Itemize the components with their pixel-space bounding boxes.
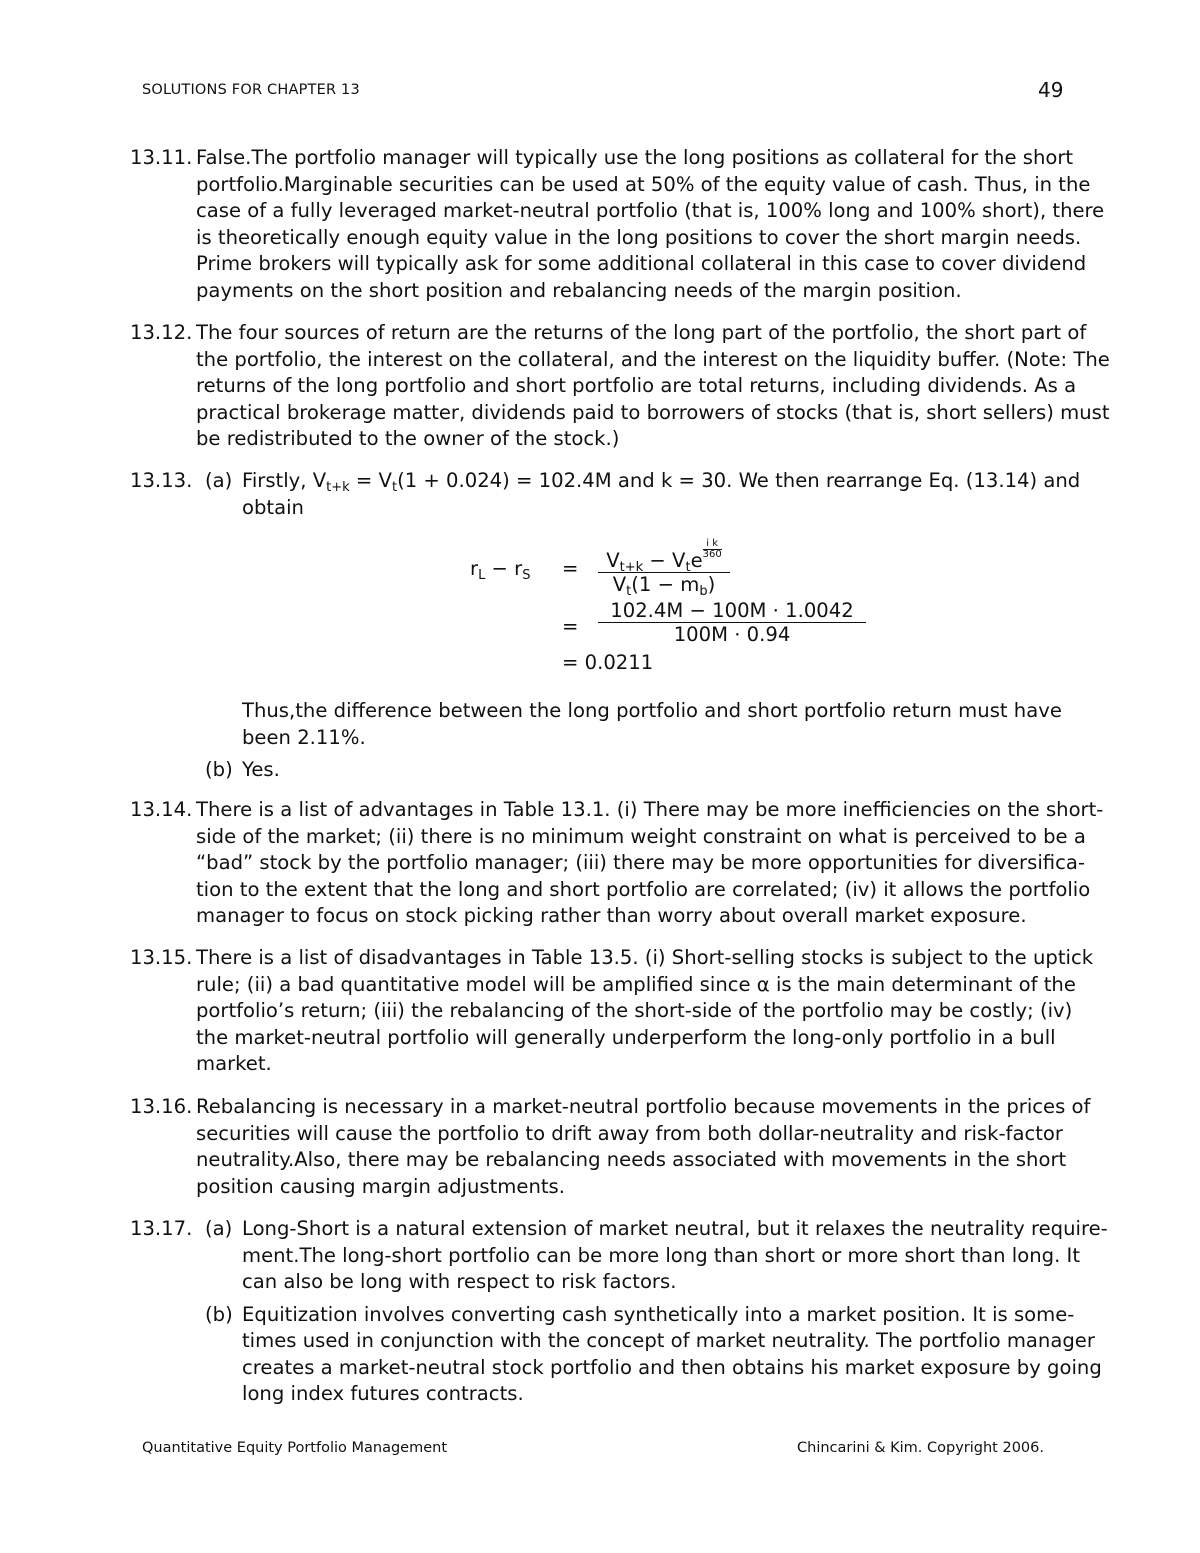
fraction-denominator: 100M · 0.94 xyxy=(598,622,866,646)
text-line: times used in conjunction with the concept of market neutrality. The portfolio manager xyxy=(242,1329,1095,1352)
solution-13-13-continued xyxy=(130,698,1196,784)
part-b xyxy=(205,1302,1196,1408)
text-line: returns of the long portfolio and short portfolio are total returns, including dividends. As a xyxy=(196,374,1077,397)
text-line: the portfolio, the interest on the collateral, and the interest on the liquidity buffer. (Note: The xyxy=(196,347,1110,371)
solution-text xyxy=(196,320,1196,453)
solution-13-12 xyxy=(130,320,1196,453)
equation-block xyxy=(460,535,880,675)
text-line: manager to focus on stock picking rather than worry about overall market exposure. xyxy=(196,904,1027,927)
solution-13-17 xyxy=(130,1216,1196,1408)
text-line: Rebalancing is necessary in a market-neutral portfolio because movements in the prices of xyxy=(196,1095,1091,1118)
text-line: rule; (ii) a bad quantitative model will be amplified since α is the main determinant of the xyxy=(196,972,1076,996)
text-line: tion to the extent that the long and short portfolio are correlated; (iv) it allows the portfolio xyxy=(196,877,1091,901)
fraction-1 xyxy=(598,538,730,599)
solution-number: 13.16. xyxy=(130,1095,193,1118)
text-line: Firstly, $V_{t+k} = V_t(1 + 0.024) = 102.4M$ and k = 30. We then rearrange Eq. (13.14) and xyxy=(242,469,1081,495)
text-line: obtain xyxy=(242,495,304,519)
text-line: side of the market; (ii) there is no minimum weight constraint on what is perceived to be a xyxy=(196,824,1086,848)
footer-copyright: Chincarini & Kim. Copyright 2006. xyxy=(797,1440,1044,1456)
solution-13-14 xyxy=(130,797,1196,930)
text-line: “bad” stock by the portfolio manager; (iii) there may be more opportunities for diversifica- xyxy=(196,851,1085,874)
text-line: creates a market-neutral stock portfolio and then obtains his market exposure by going xyxy=(242,1355,1102,1379)
part-label: (a) xyxy=(205,469,233,492)
equals-sign: = xyxy=(562,615,579,638)
text-line: payments on the short position and rebalancing needs of the margin position. xyxy=(196,278,962,302)
text-line: been 2.11%. xyxy=(242,725,366,749)
text-line: There is a list of advantages in Table 13.1. (i) There may be more inefficiencies on the short- xyxy=(196,798,1104,821)
fraction-numerator: 102.4M − 100M · 1.0042 xyxy=(610,599,854,622)
equals-sign: = xyxy=(562,557,579,580)
solution-text xyxy=(196,145,1196,304)
text-line: neutrality.Also, there may be rebalancing needs associated with movements in the short xyxy=(196,1148,1067,1171)
solution-text xyxy=(196,945,1196,1078)
text-line: long index futures contracts. xyxy=(242,1382,524,1405)
page-number: 49 xyxy=(1038,78,1064,102)
text-line: case of a fully leveraged market-neutral portfolio (that is, 100% long and 100% short), there xyxy=(196,199,1105,222)
text-line: market. xyxy=(196,1052,272,1075)
solution-13-11 xyxy=(130,145,1196,304)
solution-number: 13.14. xyxy=(130,798,193,821)
text-line: Long-Short is a natural extension of market neutral, but it relaxes the neutrality require- xyxy=(242,1217,1108,1240)
text-line: Equitization involves converting cash synthetically into a market position. It is some- xyxy=(242,1302,1075,1326)
text-line: is theoretically enough equity value in the long positions to cover the short margin needs. xyxy=(196,225,1082,249)
text-line: be redistributed to the owner of the stock.) xyxy=(196,427,620,450)
text-line: Thus,the difference between the long portfolio and short portfolio return must have xyxy=(242,699,1062,722)
solution-13-13 xyxy=(130,468,1196,521)
solution-text xyxy=(196,797,1196,930)
solution-number: 13.15. xyxy=(130,946,193,969)
text-line: portfolio’s return; (iii) the rebalancing of the short-side of the portfolio may be costly; (iv) xyxy=(196,999,1073,1022)
fraction-denominator: $V_t(1 - m_b)$ xyxy=(598,572,730,596)
solution-13-15 xyxy=(130,945,1196,1078)
part-a xyxy=(205,468,1196,521)
text-line: position causing margin adjustments. xyxy=(196,1174,565,1198)
fraction-2 xyxy=(598,599,866,646)
part-b xyxy=(205,757,1196,784)
solution-number: 13.12. xyxy=(130,321,193,344)
equation-result: = 0.0211 xyxy=(562,651,654,674)
footer-book-title: Quantitative Equity Portfolio Management xyxy=(142,1440,448,1456)
text-line: False.The portfolio manager will typically use the long positions as collateral for the short xyxy=(196,146,1074,169)
text-line: Prime brokers will typically ask for some additional collateral in this case to cover dividend xyxy=(196,252,1087,275)
fraction-numerator: $V_{t+k} - V_te$ $\frac{\text{i k}}{360}$ xyxy=(606,538,722,575)
part-label: (a) xyxy=(205,1217,233,1240)
running-header: SOLUTIONS FOR CHAPTER 13 xyxy=(142,82,360,98)
solution-text xyxy=(196,1094,1196,1200)
text-line: can also be long with respect to risk factors. xyxy=(242,1270,677,1293)
text-line: Yes. xyxy=(242,758,280,781)
part-label: (b) xyxy=(205,758,233,781)
part-a xyxy=(205,1216,1196,1296)
part-label: (b) xyxy=(205,1302,233,1326)
text-line: portfolio.Marginable securities can be used at 50% of the equity value of cash. Thus, in the xyxy=(196,172,1091,196)
solution-number: 13.17. xyxy=(130,1217,193,1240)
text-line: There is a list of disadvantages in Table 13.5. (i) Short-selling stocks is subject to the uptick xyxy=(196,946,1094,969)
text-line: ment.The long-short portfolio can be more long than short or more short than long. It xyxy=(242,1243,1081,1267)
solution-13-16 xyxy=(130,1094,1196,1200)
equation-lhs: $r_L - r_S$ xyxy=(470,557,531,583)
text-line: securities will cause the portfolio to drift away from both dollar-neutrality and risk-factor xyxy=(196,1121,1063,1145)
text-line: practical brokerage matter, dividends paid to borrowers of stocks (that is, short sellers) must xyxy=(196,400,1110,424)
text-line: the market-neutral portfolio will generally underperform the long-only portfolio in a bull xyxy=(196,1025,1056,1049)
solution-number: 13.13. xyxy=(130,469,193,492)
solution-number: 13.11. xyxy=(130,146,193,169)
text-line: The four sources of return are the returns of the long part of the portfolio, the short part of xyxy=(196,321,1087,344)
